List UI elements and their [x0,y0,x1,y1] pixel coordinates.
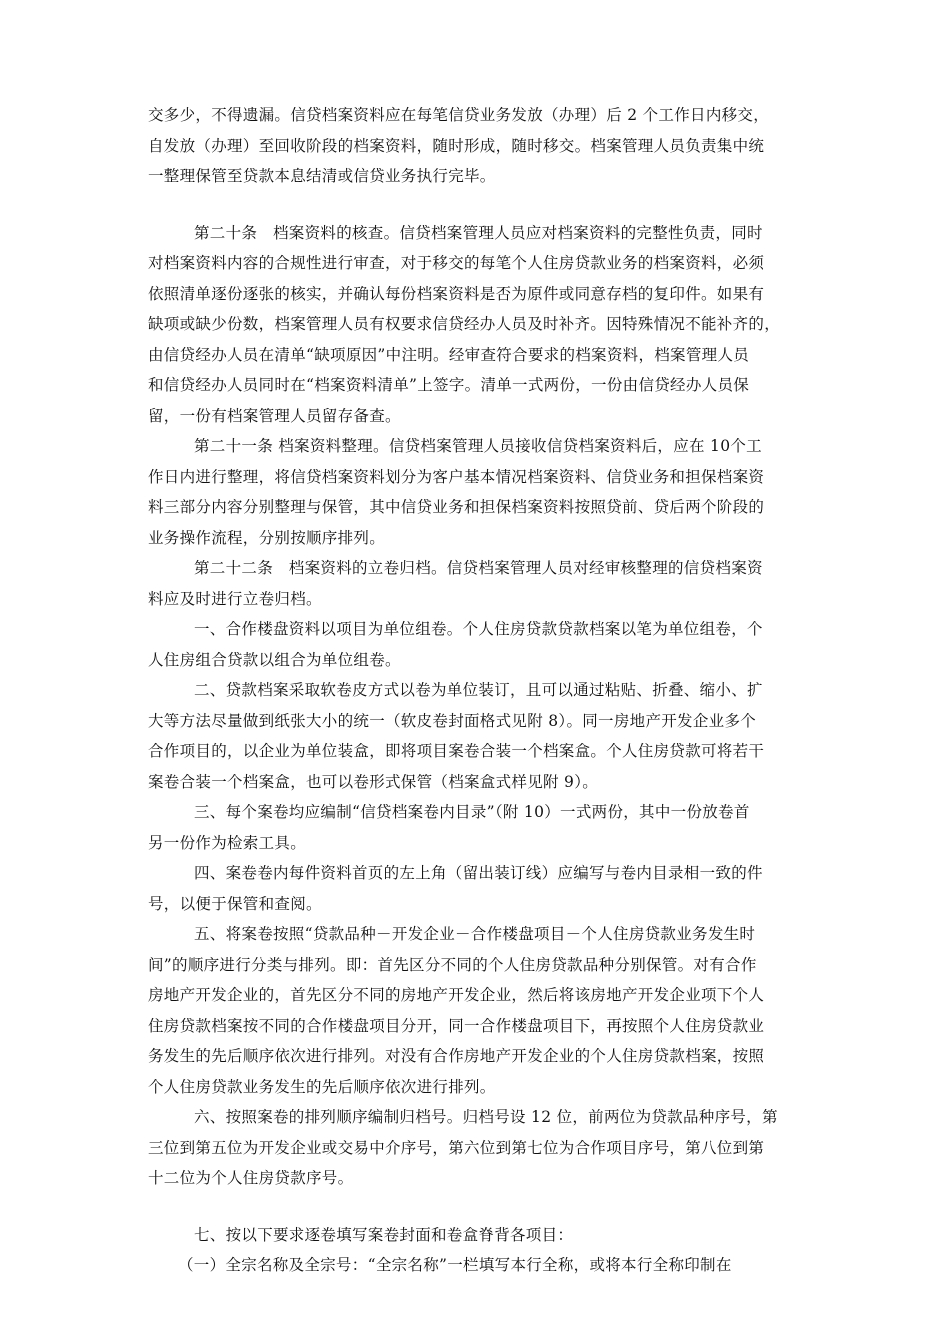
text-line: 十二位为个人住房贷款序号。 [148,1169,354,1187]
text-line: 对档案资料内容的合规性进行审查，对于移交的每笔个人住房贷款业务的档案资料，必须 [148,254,765,272]
list-item [148,675,813,797]
text-line: 合作项目的，以企业为单位装盒，即将项目案卷合装一个档案盒。个人住房贷款可将若干 [148,742,765,760]
article-21 [148,431,813,553]
text-line: 自发放（办理）至回收阶段的档案资料，随时形成，随时移交。档案管理人员负责集中统 [148,136,765,155]
list-item [148,1220,813,1281]
list-item [148,1102,813,1194]
text-line: 业务操作流程，分别按顺序排列。 [148,528,386,547]
paragraph [148,100,813,192]
text-line: 料应及时进行立卷归档。 [148,589,322,608]
text-line: 三、每个案卷均应编制“信贷档案卷内目录”（附 10）一式两份，其中一份放卷首 [194,803,750,821]
list-item [148,614,813,675]
text-line: 个人住房贷款业务发生的先后顺序依次进行排列。 [148,1077,496,1096]
text-line: 间”的顺序进行分类与排列。即：首先区分不同的个人住房贷款品种分别保管。对有合作 [148,955,757,974]
document-page [148,100,813,1281]
paragraph-gap [148,192,813,218]
text-line: 二、贷款档案采取软卷皮方式以卷为单位装订，且可以通过粘贴、折叠、缩小、扩 [194,681,763,699]
text-line: 依照清单逐份逐张的核实，并确认每份档案资料是否为原件或同意存档的复印件。如果有 [148,284,765,303]
text-line: 一整理保管至贷款本息结清或信贷业务执行完毕。 [148,167,496,185]
text-line: 三位到第五位为开发企业或交易中介序号，第六位到第七位为合作项目序号，第八位到第 [148,1138,765,1157]
text-line: 第二十条 档案资料的核查。信贷档案管理人员应对档案资料的完整性负责，同时 [194,223,763,242]
list-item [148,797,813,858]
text-line: 料三部分内容分别整理与保管，其中信贷业务和担保档案资料按照贷前、贷后两个阶段的 [148,498,765,516]
text-line: 号，以便于保管和查阅。 [148,894,322,913]
list-item [148,858,813,919]
text-line: 留，一份有档案管理人员留存备查。 [148,406,401,425]
text-line: 缺项或缺少份数，档案管理人员有权要求信贷经办人员及时补齐。因特殊情况不能补齐的， [148,315,781,333]
text-line: 第二十一条 档案资料整理。信贷档案管理人员接收信贷档案资料后，应在 10个工 [194,437,762,455]
text-line: 五、将案卷按照“贷款品种－开发企业－合作楼盘项目－个人住房贷款业务发生时 [194,925,756,943]
text-line: 第二十二条 档案资料的立卷归档。信贷档案管理人员对经审核整理的信贷档案资 [194,559,763,577]
text-line: 房地产开发企业的，首先区分不同的房地产开发企业，然后将该房地产开发企业项下个人 [148,986,765,1004]
article-22 [148,553,813,614]
paragraph-gap [148,1194,813,1220]
text-line: 作日内进行整理，将信贷档案资料划分为客户基本情况档案资料、信贷业务和担保档案资 [148,467,765,486]
text-line: （一）全宗名称及全宗号：“全宗名称”一栏填写本行全称，或将本行全称印制在 [178,1256,732,1274]
list-item [148,919,813,1102]
text-line: 务发生的先后顺序依次进行排列。对没有合作房地产开发企业的个人住房贷款档案，按照 [148,1047,765,1065]
text-line: 六、按照案卷的排列顺序编制归档号。归档号设 12 位，前两位为贷款品种序号，第 [194,1108,778,1126]
text-line: 另一份作为检索工具。 [148,833,307,852]
text-line: 由信贷经办人员在清单“缺项原因”中注明。经审查符合要求的档案资料，档案管理人员 [148,345,750,364]
text-line: 一、合作楼盘资料以项目为单位组卷。个人住房贷款贷款档案以笔为单位组卷，个 [194,620,763,638]
text-line: 案卷合装一个档案盒，也可以卷形式保管（档案盒式样见附 9）。 [148,772,599,791]
text-line: 交多少，不得遗漏。信贷档案资料应在每笔信贷业务发放（办理）后 2 个工作日内移交， [148,106,770,124]
text-line: 大等方法尽量做到纸张大小的统一（软皮卷封面格式见附 8）。同一房地产开发企业多个 [148,711,757,730]
text-line: 七、按以下要求逐卷填写案卷封面和卷盒脊背各项目： [194,1225,574,1244]
text-line: 住房贷款档案按不同的合作楼盘项目分开，同一合作楼盘项目下，再按照个人住房贷款业 [148,1016,765,1035]
text-line: 人住房组合贷款以组合为单位组卷。 [148,650,401,669]
text-line: 四、案卷卷内每件资料首页的左上角（留出装订线）应编写与卷内目录相一致的件 [194,864,763,882]
text-line: 和信贷经办人员同时在“档案资料清单”上签字。清单一式两份，一份由信贷经办人员保 [148,376,750,394]
article-20 [148,218,813,432]
